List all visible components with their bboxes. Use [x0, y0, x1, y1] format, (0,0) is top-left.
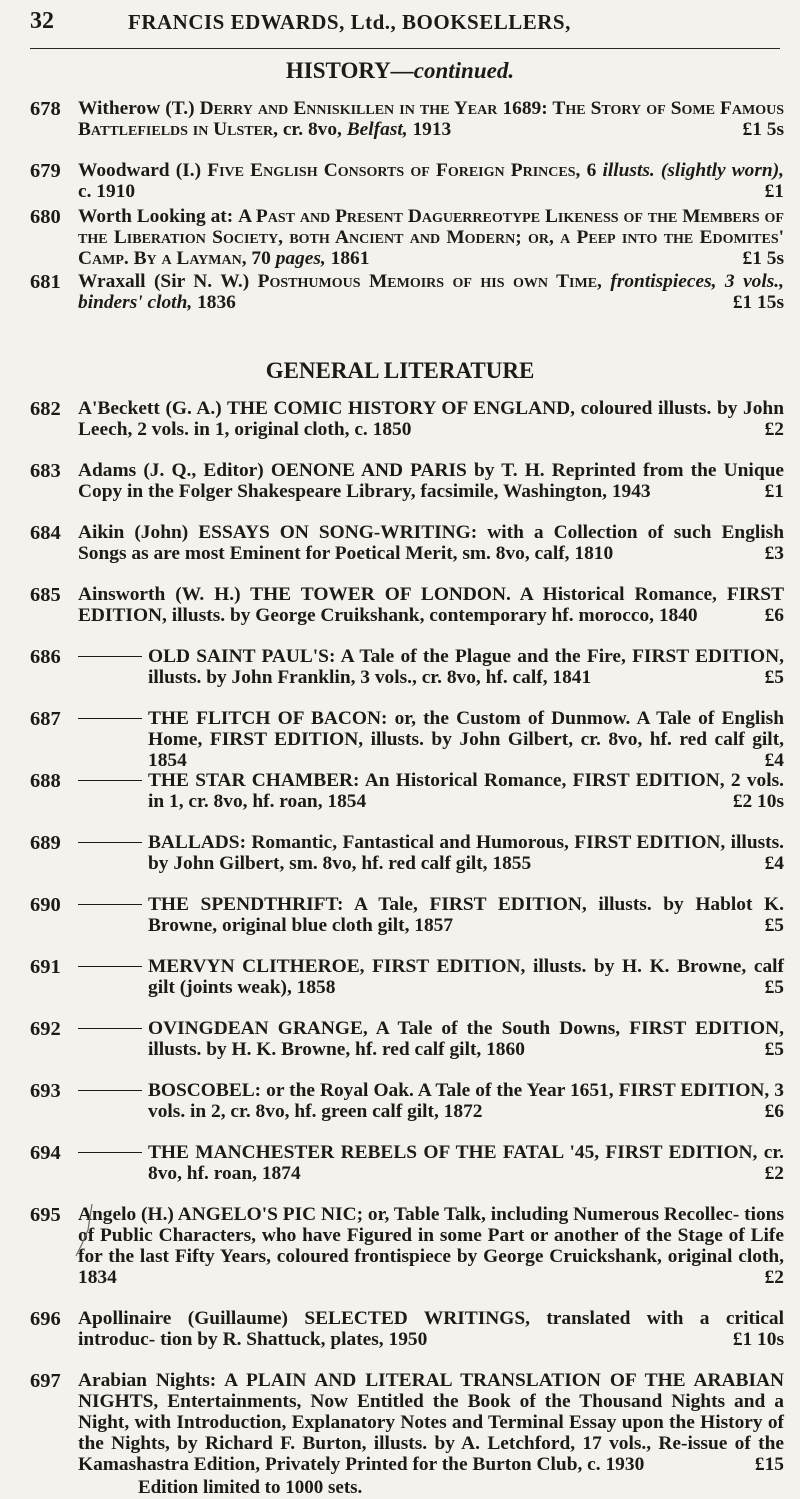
entry-number: 688 [30, 770, 61, 792]
entry-note: Edition limited to 1000 sets. [138, 1477, 363, 1498]
entry-detail: cr. 8vo, [282, 119, 342, 140]
entry-price: £6 [764, 605, 784, 626]
entry-author: Wraxall (Sir N. W.) [78, 271, 250, 292]
entry-line: BALLADS: Romantic, Fantastical and Humorous, FIRST EDITION, illusts. by [148, 832, 784, 874]
ditto-rule [78, 1028, 142, 1029]
entry-number: 694 [30, 1142, 61, 1164]
running-title: FRANCIS EDWARDS, Ltd., BOOKSELLERS, [128, 10, 571, 34]
entry-line: tions of Public Characters, who have Figured in some Part or another of the Stage [78, 1204, 784, 1246]
entry-price: £5 [764, 977, 784, 998]
entry-price: £5 [764, 667, 784, 688]
entry-price: £5 [764, 915, 784, 936]
entry-number: 681 [30, 271, 61, 293]
entry-title: Five English Consorts of Foreign Princes, [207, 160, 581, 181]
entry-detail-italic: illusts. (slightly worn), [602, 160, 784, 181]
ditto-rule [78, 842, 142, 843]
entry-price: £2 [764, 1267, 784, 1288]
entry-number: 686 [30, 646, 61, 668]
entry-number: 690 [30, 894, 61, 916]
entry-price: £1 [764, 481, 784, 502]
entry-price: £1 5s [742, 248, 784, 269]
entry-text [78, 1308, 784, 1350]
entry-line: Leech, 2 vols. in 1, original cloth, c. 1850 [78, 419, 412, 440]
entry-line: cr. 8vo, hf. roan, 1854 [188, 791, 367, 812]
ditto-rule [78, 780, 142, 781]
entry-price: £4 [764, 853, 784, 874]
entry-text [78, 271, 784, 313]
entry-line: 3 vols. in 2, cr. 8vo, hf. green calf gilt, 1872 [148, 1080, 784, 1122]
entry-line: Kamashastra Edition, Privately Printed for the Burton Club, c. 1930 [78, 1454, 645, 1475]
ditto-rule [78, 966, 142, 967]
entry-number: 685 [30, 584, 61, 606]
ditto-rule [78, 1152, 142, 1153]
entry-line: MERVYN CLITHEROE, FIRST EDITION, illusts. by H. K. Browne, calf gilt [148, 956, 784, 998]
entry-number: 697 [30, 1370, 61, 1392]
entry-text [148, 832, 784, 874]
entry-detail-italic: frontispieces, 3 vols., binders' cloth, [78, 271, 784, 313]
entry-line: original blue cloth gilt, 1857 [222, 915, 454, 936]
entry-line: (joints weak), 1858 [179, 977, 336, 998]
history-heading [0, 58, 800, 84]
entry-number: 678 [30, 98, 61, 120]
ditto-rule [78, 656, 142, 657]
entry-line: A'Beckett (G. A.) THE COMIC HISTORY OF ENGLAND, coloured illusts. by John [78, 398, 784, 419]
entry-price: £1 [764, 181, 784, 202]
entry-text [148, 894, 784, 936]
entry-number: 680 [30, 206, 61, 228]
entry-title: A Past and Present Daguerreotype Likeness of the Members of the Liberation Society, both Ancient and Modern; or, a Peep into the Edomites' Camp. By a Layman, 70 [78, 206, 784, 269]
entry-author: Woodward (I.) [78, 160, 202, 181]
entry-number: 683 [30, 460, 61, 482]
entry-line: OLD SAINT PAUL'S: A Tale of the Plague and the Fire, FIRST EDITION, [148, 646, 784, 667]
entry-date: c. 1910 [78, 181, 136, 202]
entry-line: cloth, 1834 [78, 1246, 784, 1288]
entry-text [148, 956, 784, 998]
entry-line: Copy in the Folger Shakespeare Library, facsimile, Washington, 1943 [78, 481, 651, 502]
entry-line: illusts. by John Franklin, 3 vols., cr. 8vo, hf. calf, 1841 [148, 667, 592, 688]
entry-text [78, 1370, 784, 1475]
entry-price: £2 10s [732, 791, 784, 812]
entry-price: £2 [764, 419, 784, 440]
entry-price: £5 [764, 1039, 784, 1060]
entry-number: 696 [30, 1308, 61, 1330]
history-heading-main: HISTORY [285, 58, 391, 83]
entry-text [148, 1018, 784, 1060]
entry-title: Posthumous Memoirs of his own Time, [257, 271, 602, 292]
entry-line: 1874 [261, 1163, 301, 1184]
ditto-rule [78, 904, 142, 905]
entry-text [148, 1080, 784, 1122]
entry-text [78, 206, 784, 269]
entry-line: tion by R. Shattuck, plates, 1950 [160, 1329, 428, 1350]
entry-line: Ainsworth (W. H.) THE TOWER OF LONDON. A Historical Romance, FIRST EDITION, [78, 584, 784, 626]
entry-detail-italic: Belfast, [346, 119, 408, 140]
entry-text [78, 398, 784, 440]
entry-line: Aikin (John) ESSAYS ON SONG-WRITING: with a Collection of such English Songs [78, 522, 784, 564]
general-literature-heading: GENERAL LITERATURE [265, 358, 535, 383]
entry-line: Entertainments, Now Entitled the Book of the Thousand Nights and a Night, [78, 1391, 784, 1433]
entry-line: THE MANCHESTER REBELS OF THE FATAL '45, FIRST EDITION, cr. 8vo, hf. roan, [148, 1142, 784, 1184]
entry-detail: 6 [586, 160, 597, 181]
entry-price: £4 [764, 750, 784, 771]
entry-line: OVINGDEAN GRANGE, A Tale of the South Downs, FIRST EDITION, illusts. [148, 1018, 784, 1060]
entry-price: £3 [764, 543, 784, 564]
entry-price: £6 [764, 1101, 784, 1122]
entry-line: THE FLITCH OF BACON: or, the Custom of Dunmow. A Tale of English [148, 708, 784, 729]
entry-detail-italic: pages, [275, 248, 326, 269]
entry-number: 692 [30, 1018, 61, 1040]
entry-line: John Gilbert, sm. 8vo, hf. red calf gilt, 1855 [173, 853, 532, 874]
entry-date: 1861 [330, 248, 370, 269]
entry-line: Arabian Nights: A PLAIN AND LITERAL TRANSLATION OF THE ARABIAN NIGHTS, [78, 1370, 784, 1412]
entry-line: Adams (J. Q., Editor) OENONE AND PARIS by T. H. Reprinted from the Unique [78, 460, 784, 481]
entry-text [78, 522, 784, 564]
entry-price: £2 [764, 1163, 784, 1184]
entry-price: £1 10s [732, 1329, 784, 1350]
ditto-rule [78, 718, 142, 719]
ditto-rule [78, 1090, 142, 1091]
entry-text [148, 1142, 784, 1184]
page-number: 32 [30, 8, 54, 34]
entry-author: Witherow (T.) [78, 98, 195, 119]
entry-line: BOSCOBEL: or the Royal Oak. A Tale of the Year 1651, FIRST EDITION, [148, 1080, 770, 1101]
entry-line: Angelo (H.) ANGELO'S PIC NIC; or, Table Talk, including Numerous Recollec- [78, 1204, 740, 1225]
running-head [30, 8, 780, 49]
entry-number: 695 [30, 1204, 61, 1226]
entry-line: as are most Eminent for Poetical Merit, sm. 8vo, calf, 1810 [131, 543, 614, 564]
entry-text [78, 1204, 784, 1288]
entry-price: £1 15s [732, 292, 784, 313]
entry-text [78, 98, 784, 140]
entry-text [148, 770, 784, 812]
entry-number: 691 [30, 956, 61, 978]
entry-date: 1913 [412, 119, 452, 140]
entry-number: 693 [30, 1080, 61, 1102]
entry-price: £1 5s [742, 119, 784, 140]
entry-line: THE STAR CHAMBER: An Historical Romance, FIRST EDITION, 2 vols. in 1, [148, 770, 784, 812]
entry-line: with Introduction, Explanatory Notes and Terminal Essay upon the History of [134, 1412, 784, 1433]
entry-text [78, 160, 784, 202]
entry-text [78, 460, 784, 502]
pencil-mark-icon [70, 1200, 100, 1260]
entry-number: 687 [30, 708, 61, 730]
entry-number: 682 [30, 398, 61, 420]
entry-author: Worth Looking at: [78, 206, 234, 227]
entry-title: Derry and Enniskillen in the Year 1689: The Story of Some Famous Battlefields in Ulster, [78, 98, 784, 140]
entry-text [78, 584, 784, 626]
entry-price: £15 [754, 1454, 784, 1475]
entry-line: by H. K. Browne, hf. red calf gilt, 1860 [206, 1039, 525, 1060]
entry-line: of Life for the last Fifty Years, coloured frontispiece by George Cruickshank, original [78, 1225, 784, 1267]
entry-line: Home, FIRST EDITION, illusts. by John Gilbert, cr. 8vo, hf. red calf gilt, 1854 [148, 729, 784, 771]
entry-number: 684 [30, 522, 61, 544]
entry-line: THE SPENDTHRIFT: A Tale, FIRST EDITION, illusts. by Hablot K. Browne, [148, 894, 784, 936]
entry-line: the Nights, by Richard F. Burton, illusts. by A. Letchford, 17 vols., Re-issue of the [78, 1433, 784, 1454]
entry-text [148, 646, 784, 688]
entry-text [148, 708, 784, 771]
entry-number: 689 [30, 832, 61, 854]
entry-line: Apollinaire (Guillaume) SELECTED WRITINGS, translated with a critical introduc- [78, 1308, 784, 1350]
entry-line: illusts. by George Cruikshank, contemporary hf. morocco, 1840 [171, 605, 698, 626]
history-heading-continued: —continued. [390, 58, 515, 83]
entry-date: 1836 [197, 292, 236, 313]
entry-number: 679 [30, 160, 61, 182]
